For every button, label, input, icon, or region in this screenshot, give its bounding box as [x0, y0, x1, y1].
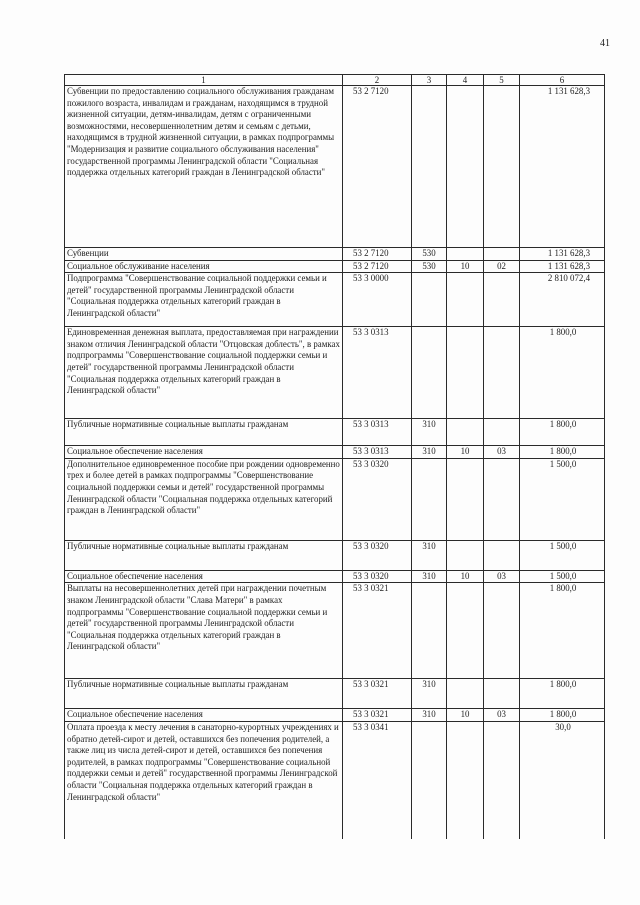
row-vr [412, 273, 447, 327]
row-vr [412, 458, 447, 540]
table-row [65, 709, 605, 722]
row-rz: 10 [447, 570, 484, 583]
row-vr [412, 86, 447, 248]
row-sum: 2 810 072,4 [520, 273, 605, 327]
row-code: 53 2 7120 [343, 260, 412, 273]
row-sum: 1 800,0 [520, 446, 605, 459]
table-row [65, 419, 605, 446]
row-vr: 310 [412, 540, 447, 570]
row-rz [447, 721, 484, 839]
row-sum: 1 500,0 [520, 540, 605, 570]
table-row [65, 583, 605, 679]
table-row [65, 679, 605, 709]
row-sum: 1 131 628,3 [520, 248, 605, 261]
row-name: Социальное обслуживание населения [65, 260, 343, 273]
row-name: Подпрограмма "Совершенствование социальной поддержки семьи и детей" государственной программы Ленинградской области "Социальная поддержка отдельных категорий граждан в Ленинградской области" [65, 273, 343, 327]
row-rz: 10 [447, 260, 484, 273]
header-cell-code: 2 [343, 75, 412, 86]
table-header-row [65, 75, 605, 86]
row-rz [447, 327, 484, 419]
row-pr [484, 327, 520, 419]
header-cell-rz: 4 [447, 75, 484, 86]
row-code: 53 3 0320 [343, 570, 412, 583]
table-row [65, 327, 605, 419]
row-pr [484, 248, 520, 261]
row-vr [412, 327, 447, 419]
row-rz [447, 540, 484, 570]
row-code: 53 3 0320 [343, 458, 412, 540]
row-name: Публичные нормативные социальные выплаты гражданам [65, 679, 343, 709]
row-rz [447, 273, 484, 327]
row-sum: 1 800,0 [520, 419, 605, 446]
row-name: Социальное обеспечение населения [65, 709, 343, 722]
row-sum: 1 500,0 [520, 458, 605, 540]
row-name: Дополнительное единовременное пособие при рождении одновременно трех и более детей в рамках подпрограммы "Совершенствование социальной поддержки семьи и детей" государственной программы Ленинградской области "Социальная поддержка отдельных категорий граждан в Ленинградской области" [65, 458, 343, 540]
row-code: 53 2 7120 [343, 248, 412, 261]
row-rz [447, 679, 484, 709]
row-name: Выплаты на несовершеннолетних детей при награждении почетным знаком Ленинградской области "Слава Матери" в рамках подпрограммы "Совершенствование социальной поддержки семьи и детей" государственной программы Ленинградской области "Социальная поддержка отдельных категорий граждан в Ленинградской области" [65, 583, 343, 679]
row-pr [484, 583, 520, 679]
row-sum: 1 800,0 [520, 679, 605, 709]
page-number: 41 [600, 38, 610, 49]
row-name: Публичные нормативные социальные выплаты гражданам [65, 540, 343, 570]
row-vr: 310 [412, 679, 447, 709]
row-code: 53 3 0000 [343, 273, 412, 327]
row-vr [412, 721, 447, 839]
row-rz [447, 419, 484, 446]
row-sum: 1 131 628,3 [520, 260, 605, 273]
row-sum: 1 800,0 [520, 327, 605, 419]
row-rz: 10 [447, 709, 484, 722]
row-code: 53 3 0341 [343, 721, 412, 839]
row-name: Субвенции по предоставлению социального обслуживания гражданам пожилого возраста, инвалидам и гражданам, находящимся в трудной жизненной ситуации, детям-инвалидам, детям с ограниченными возможностями, несовершеннолетним детям и семьям с детьми, находящимся в трудной жизненной ситуации, в рамках подпрограммы "Модернизация и развитие социального обслуживания населения" государственной программы Ленинградской области "Социальная поддержка отдельных категорий граждан в Ленинградской области" [65, 86, 343, 248]
budget-table [64, 74, 605, 839]
row-code: 53 3 0313 [343, 327, 412, 419]
row-code: 53 3 0313 [343, 446, 412, 459]
row-rz: 10 [447, 446, 484, 459]
row-pr [484, 540, 520, 570]
row-name: Социальное обеспечение населения [65, 570, 343, 583]
row-sum: 1 800,0 [520, 709, 605, 722]
header-cell-sum: 6 [520, 75, 605, 86]
row-vr: 310 [412, 446, 447, 459]
row-rz [447, 583, 484, 679]
row-pr [484, 679, 520, 709]
row-code: 53 3 0321 [343, 679, 412, 709]
row-vr: 310 [412, 419, 447, 446]
row-rz [447, 458, 484, 540]
row-rz [447, 248, 484, 261]
row-pr [484, 458, 520, 540]
row-pr: 03 [484, 709, 520, 722]
table-row [65, 273, 605, 327]
row-vr: 530 [412, 260, 447, 273]
table-row [65, 540, 605, 570]
row-pr: 02 [484, 260, 520, 273]
row-pr [484, 86, 520, 248]
table-row [65, 260, 605, 273]
row-pr: 03 [484, 446, 520, 459]
row-code: 53 3 0321 [343, 583, 412, 679]
table-row [65, 446, 605, 459]
row-sum: 1 800,0 [520, 583, 605, 679]
row-name: Оплата проезда к месту лечения в санаторно-курортных учреждениях и обратно детей-сирот и детей, оставшихся без попечения родителей, а также лиц из числа детей-сирот и детей, оставшихся без попечения родителей, в рамках подпрограммы "Совершенствование социальной поддержки семьи и детей" государственной программы Ленинградской области "Социальная поддержка отдельных категорий граждан в Ленинградской области" [65, 721, 343, 839]
table-row [65, 248, 605, 261]
table-row [65, 570, 605, 583]
row-pr [484, 721, 520, 839]
row-code: 53 3 0313 [343, 419, 412, 446]
row-sum: 1 131 628,3 [520, 86, 605, 248]
row-name: Единовременная денежная выплата, предоставляемая при награждении знаком отличия Ленинградской области "Отцовская доблесть", в рамках подпрограммы "Совершенствование социальной поддержки семьи и детей" государственной программы Ленинградской области "Социальная поддержка отдельных категорий граждан в Ленинградской области" [65, 327, 343, 419]
row-vr: 310 [412, 709, 447, 722]
row-code: 53 2 7120 [343, 86, 412, 248]
table-row [65, 721, 605, 839]
header-cell-vr: 3 [412, 75, 447, 86]
row-name: Социальное обеспечение населения [65, 446, 343, 459]
row-sum: 1 500,0 [520, 570, 605, 583]
row-vr: 530 [412, 248, 447, 261]
row-code: 53 3 0320 [343, 540, 412, 570]
row-vr: 310 [412, 570, 447, 583]
header-cell-pr: 5 [484, 75, 520, 86]
row-name: Субвенции [65, 248, 343, 261]
row-name: Публичные нормативные социальные выплаты гражданам [65, 419, 343, 446]
row-vr [412, 583, 447, 679]
table-row [65, 458, 605, 540]
row-pr [484, 419, 520, 446]
row-code: 53 3 0321 [343, 709, 412, 722]
row-sum: 30,0 [520, 721, 605, 839]
header-cell-name: 1 [65, 75, 343, 86]
table-row [65, 86, 605, 248]
row-pr [484, 273, 520, 327]
row-rz [447, 86, 484, 248]
row-pr: 03 [484, 570, 520, 583]
